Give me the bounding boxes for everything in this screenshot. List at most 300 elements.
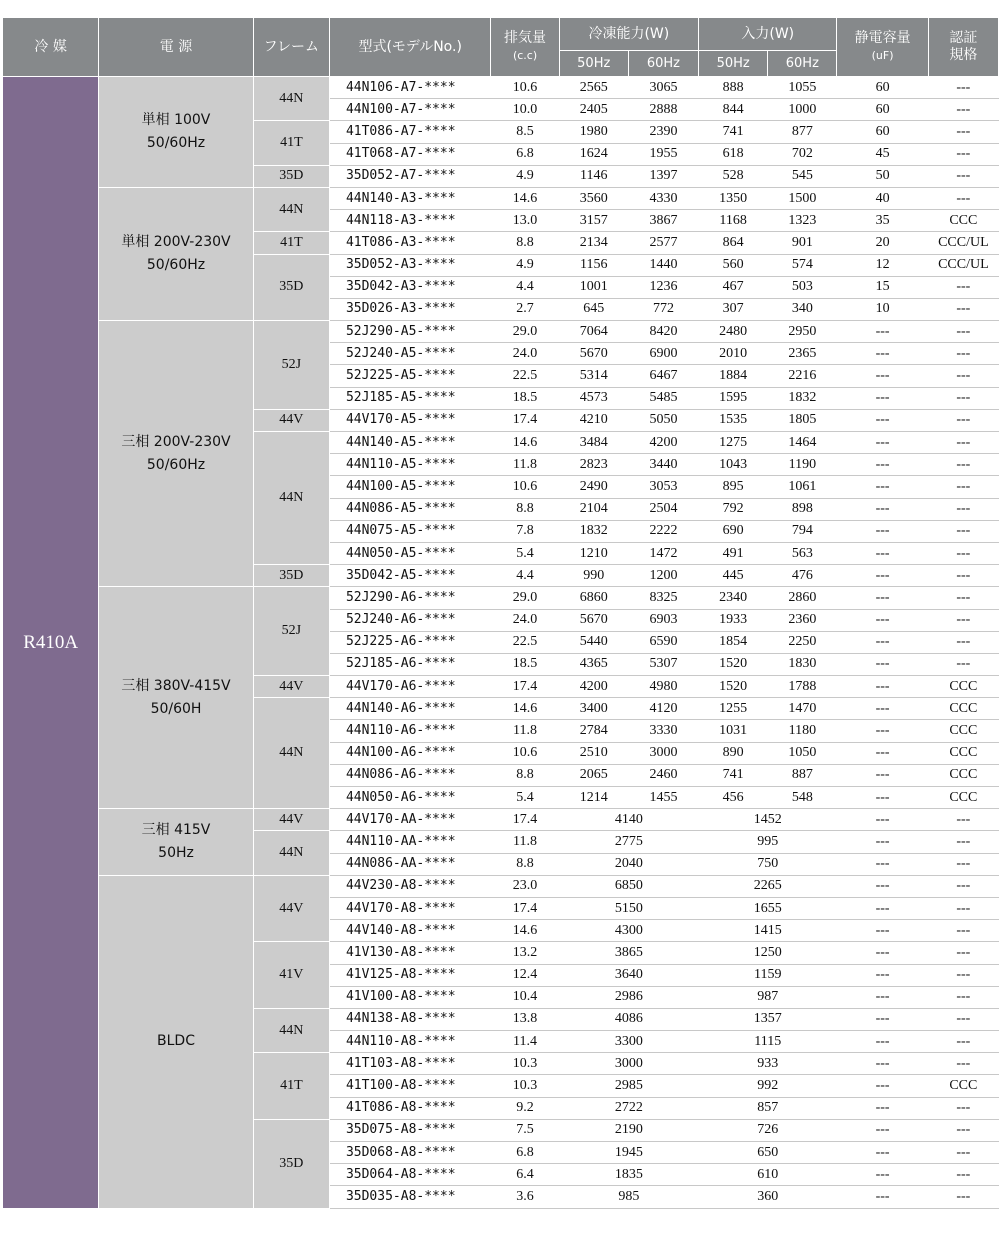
input-60hz-cell: 2216 [768, 365, 837, 387]
model-cell: 44V170-A5-**** [329, 409, 490, 431]
displacement-cell: 8.8 [491, 498, 559, 520]
displacement-cell: 11.8 [491, 454, 559, 476]
capacity-50hz-cell: 4200 [559, 676, 628, 698]
capacity-50hz-cell: 4573 [559, 387, 628, 409]
model-cell: 44N138-A8-**** [329, 1008, 490, 1030]
displacement-cell: 22.5 [491, 631, 559, 653]
displacement-cell: 13.0 [491, 210, 559, 232]
compressor-spec-table [2, 17, 999, 1209]
capacitor-cell: 15 [837, 276, 928, 298]
input-60hz-cell: 1061 [768, 476, 837, 498]
capacitor-cell: --- [837, 831, 928, 853]
frame-cell: 52J [253, 321, 329, 410]
capacity-50hz-cell: 7064 [559, 321, 628, 343]
displacement-cell: 5.4 [491, 787, 559, 809]
capacity-50hz-cell: 3484 [559, 432, 628, 454]
capacity-60hz-cell: 2504 [628, 498, 698, 520]
capacitor-cell: --- [837, 365, 928, 387]
capacity-60hz-cell: 2577 [628, 232, 698, 254]
input-cell: 1115 [699, 1031, 837, 1053]
model-cell: 44N110-A8-**** [329, 1031, 490, 1053]
input-60hz-cell: 901 [768, 232, 837, 254]
table-header [3, 18, 999, 77]
certification-cell: --- [928, 853, 998, 875]
header-model: 型式(モデルNo.) [329, 18, 490, 77]
input-60hz-cell: 1830 [768, 653, 837, 675]
table-row [3, 875, 999, 897]
header-cert-line1: 認証 [949, 30, 978, 46]
input-cell: 1655 [699, 897, 837, 919]
model-cell: 52J290-A6-**** [329, 587, 490, 609]
model-cell: 52J290-A5-**** [329, 321, 490, 343]
table-row [3, 77, 999, 99]
header-displacement-unit: (c.c) [512, 49, 538, 62]
model-cell: 52J185-A5-**** [329, 387, 490, 409]
capacitor-cell: --- [837, 897, 928, 919]
capacity-cell: 2986 [559, 986, 698, 1008]
frame-cell: 44N [253, 1008, 329, 1052]
certification-cell: --- [928, 1053, 998, 1075]
capacity-50hz-cell: 4210 [559, 409, 628, 431]
displacement-cell: 8.8 [491, 232, 559, 254]
displacement-cell: 13.8 [491, 1008, 559, 1030]
model-cell: 52J240-A5-**** [329, 343, 490, 365]
header-certification [928, 18, 998, 77]
certification-cell: CCC/UL [928, 232, 998, 254]
model-cell: 44N100-A6-**** [329, 742, 490, 764]
capacitor-cell: --- [837, 1053, 928, 1075]
capacitor-cell: --- [837, 787, 928, 809]
capacity-60hz-cell: 1455 [628, 787, 698, 809]
displacement-cell: 4.9 [491, 254, 559, 276]
capacity-50hz-cell: 2490 [559, 476, 628, 498]
certification-cell: --- [928, 77, 998, 99]
input-cell: 360 [699, 1186, 837, 1208]
capacitor-cell: 40 [837, 187, 928, 209]
capacity-60hz-cell: 4980 [628, 676, 698, 698]
capacity-60hz-cell: 8325 [628, 587, 698, 609]
header-displacement [491, 18, 559, 77]
refrigerant-cell: R410A [3, 77, 99, 1209]
displacement-cell: 9.2 [491, 1097, 559, 1119]
input-cell: 995 [699, 831, 837, 853]
certification-cell: --- [928, 1097, 998, 1119]
certification-cell: --- [928, 298, 998, 320]
certification-cell: --- [928, 432, 998, 454]
input-50hz-cell: 1854 [699, 631, 768, 653]
input-cell: 610 [699, 1164, 837, 1186]
table-row [3, 587, 999, 609]
input-60hz-cell: 898 [768, 498, 837, 520]
header-capacity: 冷凍能力(W) [559, 18, 698, 51]
certification-cell: --- [928, 831, 998, 853]
capacity-60hz-cell: 4120 [628, 698, 698, 720]
capacity-60hz-cell: 2222 [628, 520, 698, 542]
power-supply-line: 50/60Hz [146, 134, 206, 151]
model-cell: 44N110-AA-**** [329, 831, 490, 853]
displacement-cell: 24.0 [491, 609, 559, 631]
capacitor-cell: --- [837, 676, 928, 698]
capacity-50hz-cell: 5314 [559, 365, 628, 387]
power-supply-cell [99, 875, 253, 1208]
input-60hz-cell: 702 [768, 143, 837, 165]
capacitor-cell: --- [837, 476, 928, 498]
certification-cell: --- [928, 609, 998, 631]
input-60hz-cell: 2250 [768, 631, 837, 653]
frame-cell: 44N [253, 77, 329, 121]
capacitor-cell: --- [837, 343, 928, 365]
certification-cell: --- [928, 1164, 998, 1186]
input-60hz-cell: 340 [768, 298, 837, 320]
certification-cell: --- [928, 587, 998, 609]
header-input: 入力(W) [699, 18, 837, 51]
input-50hz-cell: 741 [699, 121, 768, 143]
power-supply-line: 50Hz [158, 844, 194, 861]
displacement-cell: 18.5 [491, 387, 559, 409]
capacity-50hz-cell: 3157 [559, 210, 628, 232]
input-50hz-cell: 1520 [699, 653, 768, 675]
model-cell: 44V170-A8-**** [329, 897, 490, 919]
frame-cell: 44N [253, 187, 329, 231]
capacity-60hz-cell: 4330 [628, 187, 698, 209]
input-60hz-cell: 1000 [768, 99, 837, 121]
displacement-cell: 6.8 [491, 1142, 559, 1164]
model-cell: 44N106-A7-**** [329, 77, 490, 99]
capacity-60hz-cell: 3330 [628, 720, 698, 742]
input-cell: 1250 [699, 942, 837, 964]
capacitor-cell: --- [837, 565, 928, 587]
capacity-50hz-cell: 5670 [559, 343, 628, 365]
header-capacity-60hz: 60Hz [628, 51, 698, 77]
displacement-cell: 17.4 [491, 809, 559, 831]
power-supply-line: 三相 380V-415V [121, 677, 231, 694]
certification-cell: --- [928, 276, 998, 298]
certification-cell: --- [928, 343, 998, 365]
displacement-cell: 14.6 [491, 187, 559, 209]
capacity-50hz-cell: 5670 [559, 609, 628, 631]
capacitor-cell: --- [837, 698, 928, 720]
capacitor-cell: --- [837, 498, 928, 520]
capacitor-cell: --- [837, 587, 928, 609]
frame-cell: 35D [253, 165, 329, 187]
model-cell: 35D035-A8-**** [329, 1186, 490, 1208]
capacitor-cell: --- [837, 1031, 928, 1053]
capacity-50hz-cell: 1214 [559, 787, 628, 809]
capacity-60hz-cell: 1955 [628, 143, 698, 165]
capacity-50hz-cell: 2065 [559, 764, 628, 786]
capacitor-cell: --- [837, 764, 928, 786]
input-50hz-cell: 528 [699, 165, 768, 187]
capacitor-cell: 50 [837, 165, 928, 187]
capacity-60hz-cell: 1236 [628, 276, 698, 298]
model-cell: 41T100-A8-**** [329, 1075, 490, 1097]
capacity-60hz-cell: 2390 [628, 121, 698, 143]
model-cell: 41V100-A8-**** [329, 986, 490, 1008]
certification-cell: --- [928, 476, 998, 498]
model-cell: 44N100-A7-**** [329, 99, 490, 121]
input-60hz-cell: 1788 [768, 676, 837, 698]
certification-cell: --- [928, 498, 998, 520]
certification-cell: --- [928, 897, 998, 919]
capacity-cell: 1945 [559, 1142, 698, 1164]
capacity-60hz-cell: 6590 [628, 631, 698, 653]
capacity-60hz-cell: 772 [628, 298, 698, 320]
input-50hz-cell: 307 [699, 298, 768, 320]
capacity-cell: 4140 [559, 809, 698, 831]
capacitor-cell: --- [837, 920, 928, 942]
model-cell: 41T103-A8-**** [329, 1053, 490, 1075]
input-60hz-cell: 887 [768, 764, 837, 786]
capacity-cell: 3865 [559, 942, 698, 964]
displacement-cell: 29.0 [491, 587, 559, 609]
displacement-cell: 8.5 [491, 121, 559, 143]
input-cell: 650 [699, 1142, 837, 1164]
certification-cell: --- [928, 165, 998, 187]
input-cell: 933 [699, 1053, 837, 1075]
table-row [3, 321, 999, 343]
displacement-cell: 10.4 [491, 986, 559, 1008]
capacity-60hz-cell: 3000 [628, 742, 698, 764]
displacement-cell: 4.9 [491, 165, 559, 187]
certification-cell: --- [928, 565, 998, 587]
power-supply-cell [99, 77, 253, 188]
input-cell: 726 [699, 1119, 837, 1141]
capacitor-cell: --- [837, 1164, 928, 1186]
certification-cell: CCC [928, 676, 998, 698]
certification-cell: CCC [928, 1075, 998, 1097]
capacity-cell: 3640 [559, 964, 698, 986]
displacement-cell: 24.0 [491, 343, 559, 365]
model-cell: 35D026-A3-**** [329, 298, 490, 320]
certification-cell: CCC/UL [928, 254, 998, 276]
capacity-50hz-cell: 1001 [559, 276, 628, 298]
certification-cell: --- [928, 409, 998, 431]
power-supply-line: 50/60Hz [146, 257, 206, 273]
header-cert-line2: 規格 [949, 47, 978, 63]
frame-cell: 41V [253, 942, 329, 1009]
input-60hz-cell: 1050 [768, 742, 837, 764]
input-50hz-cell: 1168 [699, 210, 768, 232]
displacement-cell: 14.6 [491, 698, 559, 720]
input-50hz-cell: 2010 [699, 343, 768, 365]
capacity-50hz-cell: 2405 [559, 99, 628, 121]
capacity-50hz-cell: 1624 [559, 143, 628, 165]
input-60hz-cell: 574 [768, 254, 837, 276]
certification-cell: --- [928, 986, 998, 1008]
model-cell: 44N140-A5-**** [329, 432, 490, 454]
frame-cell: 44N [253, 698, 329, 809]
displacement-cell: 13.2 [491, 942, 559, 964]
frame-cell: 44V [253, 676, 329, 698]
capacity-60hz-cell: 3867 [628, 210, 698, 232]
model-cell: 35D064-A8-**** [329, 1164, 490, 1186]
displacement-cell: 23.0 [491, 875, 559, 897]
certification-cell: --- [928, 454, 998, 476]
input-50hz-cell: 890 [699, 742, 768, 764]
input-60hz-cell: 1464 [768, 432, 837, 454]
input-50hz-cell: 1031 [699, 720, 768, 742]
table-row [3, 187, 999, 209]
displacement-cell: 7.8 [491, 520, 559, 542]
input-50hz-cell: 741 [699, 764, 768, 786]
certification-cell: --- [928, 121, 998, 143]
header-capacity-50hz: 50Hz [559, 51, 628, 77]
input-50hz-cell: 2480 [699, 321, 768, 343]
capacity-cell: 985 [559, 1186, 698, 1208]
capacity-cell: 2722 [559, 1097, 698, 1119]
displacement-cell: 29.0 [491, 321, 559, 343]
power-supply-line: BLDC [157, 1033, 195, 1050]
input-cell: 992 [699, 1075, 837, 1097]
capacity-50hz-cell: 1210 [559, 542, 628, 564]
model-cell: 35D068-A8-**** [329, 1142, 490, 1164]
certification-cell: --- [928, 187, 998, 209]
input-cell: 987 [699, 986, 837, 1008]
input-50hz-cell: 1520 [699, 676, 768, 698]
capacity-60hz-cell: 4200 [628, 432, 698, 454]
capacitor-cell: --- [837, 1186, 928, 1208]
displacement-cell: 6.4 [491, 1164, 559, 1186]
capacity-50hz-cell: 5440 [559, 631, 628, 653]
capacitor-cell: --- [837, 609, 928, 631]
table-body [3, 77, 999, 1209]
certification-cell: CCC [928, 764, 998, 786]
capacitor-cell: --- [837, 653, 928, 675]
input-50hz-cell: 792 [699, 498, 768, 520]
model-cell: 41T086-A3-**** [329, 232, 490, 254]
displacement-cell: 10.3 [491, 1053, 559, 1075]
model-cell: 44N110-A6-**** [329, 720, 490, 742]
capacity-cell: 3000 [559, 1053, 698, 1075]
certification-cell: --- [928, 99, 998, 121]
model-cell: 35D042-A5-**** [329, 565, 490, 587]
displacement-cell: 8.8 [491, 853, 559, 875]
certification-cell: --- [928, 1142, 998, 1164]
header-capacitor [837, 18, 928, 77]
frame-cell: 35D [253, 254, 329, 321]
input-50hz-cell: 560 [699, 254, 768, 276]
capacity-60hz-cell: 1440 [628, 254, 698, 276]
capacity-cell: 2985 [559, 1075, 698, 1097]
model-cell: 44V230-A8-**** [329, 875, 490, 897]
certification-cell: --- [928, 1186, 998, 1208]
capacity-cell: 1835 [559, 1164, 698, 1186]
model-cell: 44N086-AA-**** [329, 853, 490, 875]
capacity-50hz-cell: 3400 [559, 698, 628, 720]
frame-cell: 44V [253, 875, 329, 942]
displacement-cell: 10.6 [491, 476, 559, 498]
displacement-cell: 17.4 [491, 409, 559, 431]
input-50hz-cell: 1884 [699, 365, 768, 387]
model-cell: 41T086-A8-**** [329, 1097, 490, 1119]
capacity-60hz-cell: 1397 [628, 165, 698, 187]
capacitor-cell: --- [837, 1097, 928, 1119]
model-cell: 44V170-A6-**** [329, 676, 490, 698]
displacement-cell: 10.3 [491, 1075, 559, 1097]
displacement-cell: 10.6 [491, 77, 559, 99]
capacitor-cell: 20 [837, 232, 928, 254]
model-cell: 44N110-A5-**** [329, 454, 490, 476]
input-60hz-cell: 1832 [768, 387, 837, 409]
capacity-cell: 3300 [559, 1031, 698, 1053]
input-60hz-cell: 2365 [768, 343, 837, 365]
input-60hz-cell: 1323 [768, 210, 837, 232]
capacitor-cell: --- [837, 809, 928, 831]
model-cell: 44V140-A8-**** [329, 920, 490, 942]
input-60hz-cell: 877 [768, 121, 837, 143]
capacitor-cell: --- [837, 321, 928, 343]
input-50hz-cell: 864 [699, 232, 768, 254]
input-60hz-cell: 2950 [768, 321, 837, 343]
capacitor-cell: --- [837, 542, 928, 564]
input-50hz-cell: 1595 [699, 387, 768, 409]
table-row [3, 809, 999, 831]
certification-cell: --- [928, 387, 998, 409]
input-50hz-cell: 456 [699, 787, 768, 809]
input-50hz-cell: 888 [699, 77, 768, 99]
capacity-60hz-cell: 5307 [628, 653, 698, 675]
header-power: 電 源 [99, 18, 253, 77]
input-50hz-cell: 1535 [699, 409, 768, 431]
displacement-cell: 22.5 [491, 365, 559, 387]
power-supply-cell [99, 809, 253, 876]
certification-cell: --- [928, 365, 998, 387]
capacitor-cell: --- [837, 409, 928, 431]
capacitor-cell: 60 [837, 77, 928, 99]
capacity-50hz-cell: 1156 [559, 254, 628, 276]
frame-cell: 41T [253, 232, 329, 254]
frame-cell: 41T [253, 1053, 329, 1120]
power-supply-line: 50/60H [150, 700, 202, 717]
model-cell: 52J240-A6-**** [329, 609, 490, 631]
capacity-60hz-cell: 2888 [628, 99, 698, 121]
input-50hz-cell: 1933 [699, 609, 768, 631]
displacement-cell: 4.4 [491, 276, 559, 298]
displacement-cell: 14.6 [491, 920, 559, 942]
certification-cell: CCC [928, 720, 998, 742]
input-50hz-cell: 491 [699, 542, 768, 564]
model-cell: 41T068-A7-**** [329, 143, 490, 165]
capacity-60hz-cell: 5485 [628, 387, 698, 409]
certification-cell: CCC [928, 787, 998, 809]
certification-cell: --- [928, 321, 998, 343]
capacity-50hz-cell: 990 [559, 565, 628, 587]
power-supply-line: 三相 200V-230V [121, 433, 231, 450]
certification-cell: --- [928, 1119, 998, 1141]
displacement-cell: 11.8 [491, 831, 559, 853]
power-supply-line: 単相 200V-230V [121, 234, 231, 250]
input-50hz-cell: 618 [699, 143, 768, 165]
model-cell: 44N086-A5-**** [329, 498, 490, 520]
frame-cell: 44V [253, 409, 329, 431]
header-refrigerant: 冷 媒 [3, 18, 99, 77]
capacity-60hz-cell: 8420 [628, 321, 698, 343]
input-60hz-cell: 1805 [768, 409, 837, 431]
capacitor-cell: --- [837, 742, 928, 764]
displacement-cell: 11.8 [491, 720, 559, 742]
capacity-60hz-cell: 6900 [628, 343, 698, 365]
model-cell: 44N118-A3-**** [329, 210, 490, 232]
certification-cell: --- [928, 631, 998, 653]
model-cell: 44N100-A5-**** [329, 476, 490, 498]
model-cell: 44N140-A3-**** [329, 187, 490, 209]
model-cell: 52J225-A5-**** [329, 365, 490, 387]
input-60hz-cell: 503 [768, 276, 837, 298]
displacement-cell: 10.0 [491, 99, 559, 121]
input-60hz-cell: 2360 [768, 609, 837, 631]
capacity-50hz-cell: 2784 [559, 720, 628, 742]
frame-cell: 41T [253, 121, 329, 165]
